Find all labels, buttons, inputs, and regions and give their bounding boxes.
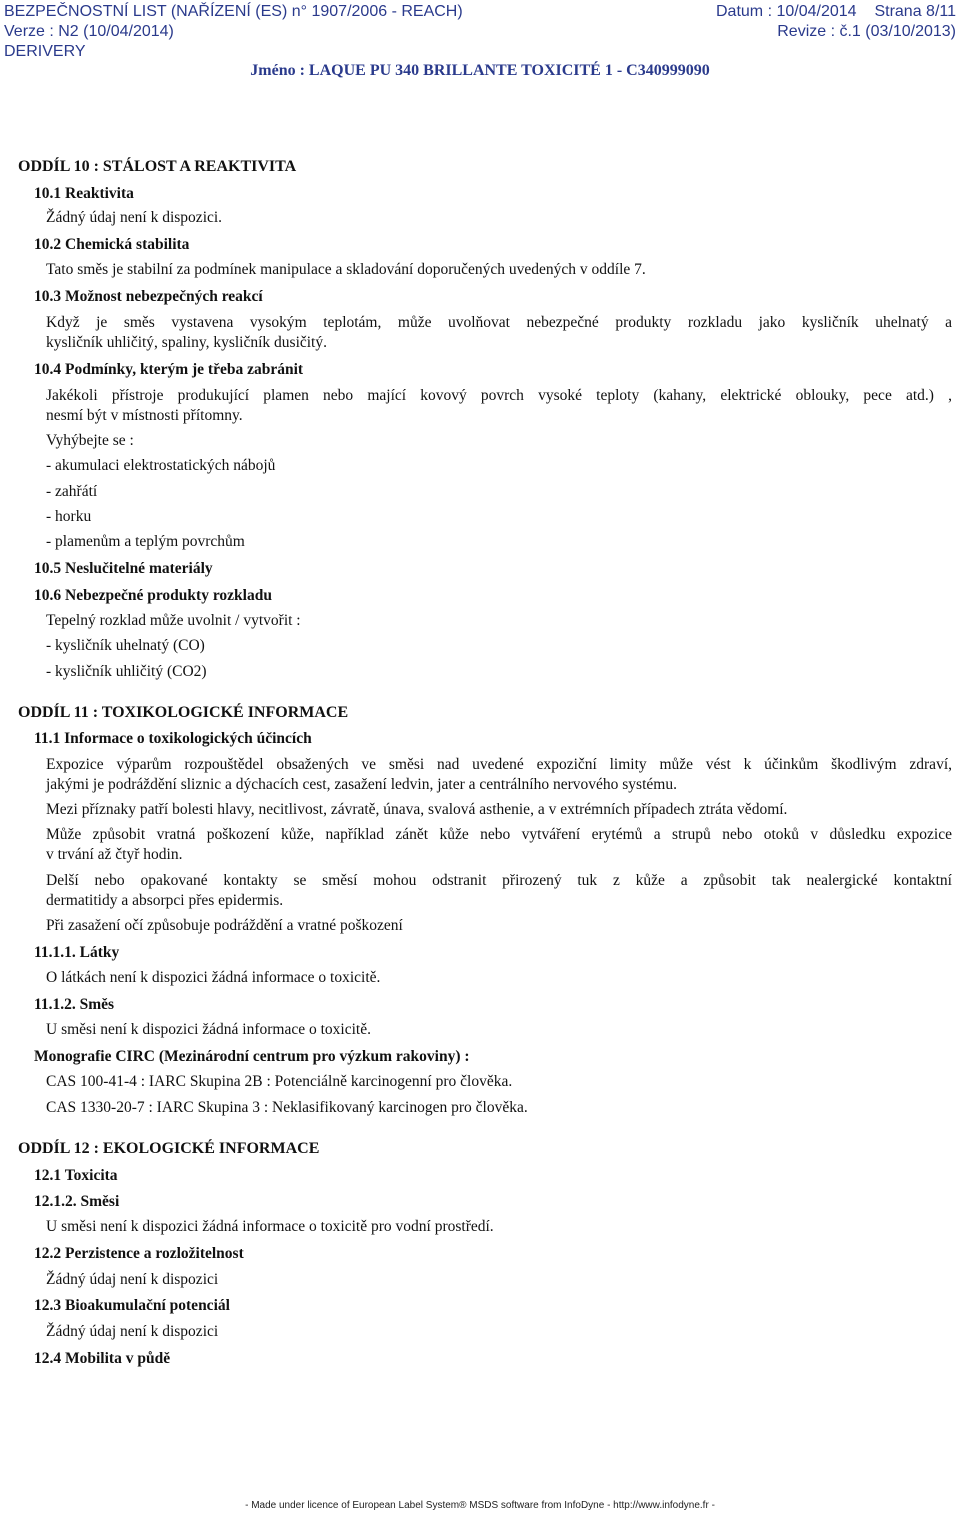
heading-10-6: 10.6 Nebezpečné produkty rozkladu	[34, 587, 272, 604]
heading-11-1-2: 11.1.2. Směs	[34, 996, 115, 1013]
version-label: Verze : N2 (10/04/2014)	[4, 23, 174, 40]
heading-12-2: 12.2 Perzistence a rozložitelnost	[34, 1245, 244, 1262]
list-item: - zahřátí	[46, 483, 98, 500]
text-11-1-2: U směsi není k dispozici žádná informace o toxicitě.	[46, 1021, 371, 1038]
product-name: Jméno : LAQUE PU 340 BRILLANTE TOXICITÉ 1 - C340999090	[250, 62, 710, 79]
company-name: DERIVERY	[4, 43, 86, 60]
section-11-title: ODDÍL 11 : TOXIKOLOGICKÉ INFORMACE	[18, 704, 349, 721]
text-11-1-p3-line-1: Může způsobit vratná poškození kůže, například zánět kůže nebo vytváření erytémů a strupů nebo otoků v důsledku expozice	[46, 826, 952, 843]
text-10-4-line-1: Jakékoli přístroje produkující plamen nebo mající kovový povrch vysoké teploty (kahany, elektrické oblouky, pece atd.) ,	[46, 387, 952, 404]
heading-10-3: 10.3 Možnost nebezpečných reakcí	[34, 288, 263, 305]
heading-10-5: 10.5 Neslučitelné materiály	[34, 560, 213, 577]
page-number: Strana 8/11	[874, 3, 956, 20]
text-10-4-avoid: Vyhýbejte se :	[46, 432, 134, 449]
revision-label: Revize : č.1 (03/10/2013)	[777, 23, 956, 40]
text-12-1-2: U směsi není k dispozici žádná informace o toxicitě pro vodní prostředí.	[46, 1218, 494, 1235]
heading-12-3: 12.3 Bioakumulační potenciál	[34, 1297, 230, 1314]
list-item: - horku	[46, 508, 92, 525]
heading-10-4: 10.4 Podmínky, kterým je třeba zabránit	[34, 361, 304, 378]
list-item: - kysličník uhelnatý (CO)	[46, 637, 205, 654]
heading-10-1: 10.1 Reaktivita	[34, 185, 134, 202]
text-10-6: Tepelný rozklad může uvolnit / vytvořit :	[46, 612, 301, 629]
list-item: - akumulaci elektrostatických nábojů	[46, 457, 276, 474]
cas-entry: CAS 1330-20-7 : IARC Skupina 3 : Neklasifikovaný karcinogen pro člověka.	[46, 1099, 528, 1116]
cas-entry: CAS 100-41-4 : IARC Skupina 2B : Potenciálně karcinogenní pro člověka.	[46, 1073, 513, 1090]
text-10-3-line-1: Když je směs vystavena vysokým teplotám, může uvolňovat nebezpečné produkty rozkladu jako kysličník uhelnatý a	[46, 314, 952, 331]
text-12-3: Žádný údaj není k dispozici	[46, 1323, 219, 1340]
section-12-title: ODDÍL 12 : EKOLOGICKÉ INFORMACE	[18, 1140, 320, 1157]
document-date: Datum : 10/04/2014	[716, 3, 857, 20]
text-10-2: Tato směs je stabilní za podmínek manipulace a skladování doporučených uvedených v oddíle 7.	[46, 261, 646, 278]
heading-circ: Monografie CIRC (Mezinárodní centrum pro výzkum rakoviny) :	[34, 1048, 470, 1065]
text-11-1-p1-line-1: Expozice výparům rozpouštědel obsažených ve směsi nad uvedené expoziční limity může vést k účinkům škodlivým zdraví,	[46, 756, 952, 773]
text-11-1-p4-line-1: Delší nebo opakované kontakty se směsí mohou odstranit přirozený tuk z kůže a způsobit tak nealergické kontaktní	[46, 872, 952, 889]
heading-12-1: 12.1 Toxicita	[34, 1167, 118, 1184]
list-item: - kysličník uhličitý (CO2)	[46, 663, 207, 680]
text-10-4-line-2: nesmí být v místnosti přítomny.	[46, 407, 243, 424]
text-11-1-p5: Při zasažení očí způsobuje podráždění a vratné poškození	[46, 917, 403, 934]
heading-11-1: 11.1 Informace o toxikologických účincích	[34, 730, 312, 747]
heading-12-4: 12.4 Mobilita v půdě	[34, 1350, 171, 1367]
heading-11-1-1: 11.1.1. Látky	[34, 944, 120, 961]
text-11-1-p1-line-2: jakými je podráždění sliznic a dýchacích cest, zasažení ledvin, jater a centrálního nervového systému.	[46, 776, 677, 793]
text-10-1: Žádný údaj není k dispozici.	[46, 209, 223, 226]
text-12-2: Žádný údaj není k dispozici	[46, 1271, 219, 1288]
text-11-1-p4-line-2: dermatitidy a absorpci přes epidermis.	[46, 892, 284, 909]
heading-10-2: 10.2 Chemická stabilita	[34, 236, 190, 253]
text-11-1-p3-line-2: v trvání až čtyř hodin.	[46, 846, 183, 863]
list-item: - plamenům a teplým povrchům	[46, 533, 245, 550]
document-title: BEZPEČNOSTNÍ LIST (NAŘÍZENÍ (ES) n° 1907/2006 - REACH)	[4, 3, 463, 20]
heading-12-1-2: 12.1.2. Směsi	[34, 1193, 120, 1210]
section-10-title: ODDÍL 10 : STÁLOST A REAKTIVITA	[18, 158, 297, 175]
footer-licence: - Made under licence of European Label System® MSDS software from InfoDyne - http://www.infodyne.fr -	[245, 1500, 715, 1511]
text-11-1-p2: Mezi příznaky patří bolesti hlavy, necitlivost, závratě, únava, svalová asthenie, a v extrémních případech ztráta vědomí.	[46, 801, 788, 818]
text-10-3-line-2: kysličník uhličitý, spaliny, kysličník dusičitý.	[46, 334, 327, 351]
text-11-1-1: O látkách není k dispozici žádná informace o toxicitě.	[46, 969, 381, 986]
